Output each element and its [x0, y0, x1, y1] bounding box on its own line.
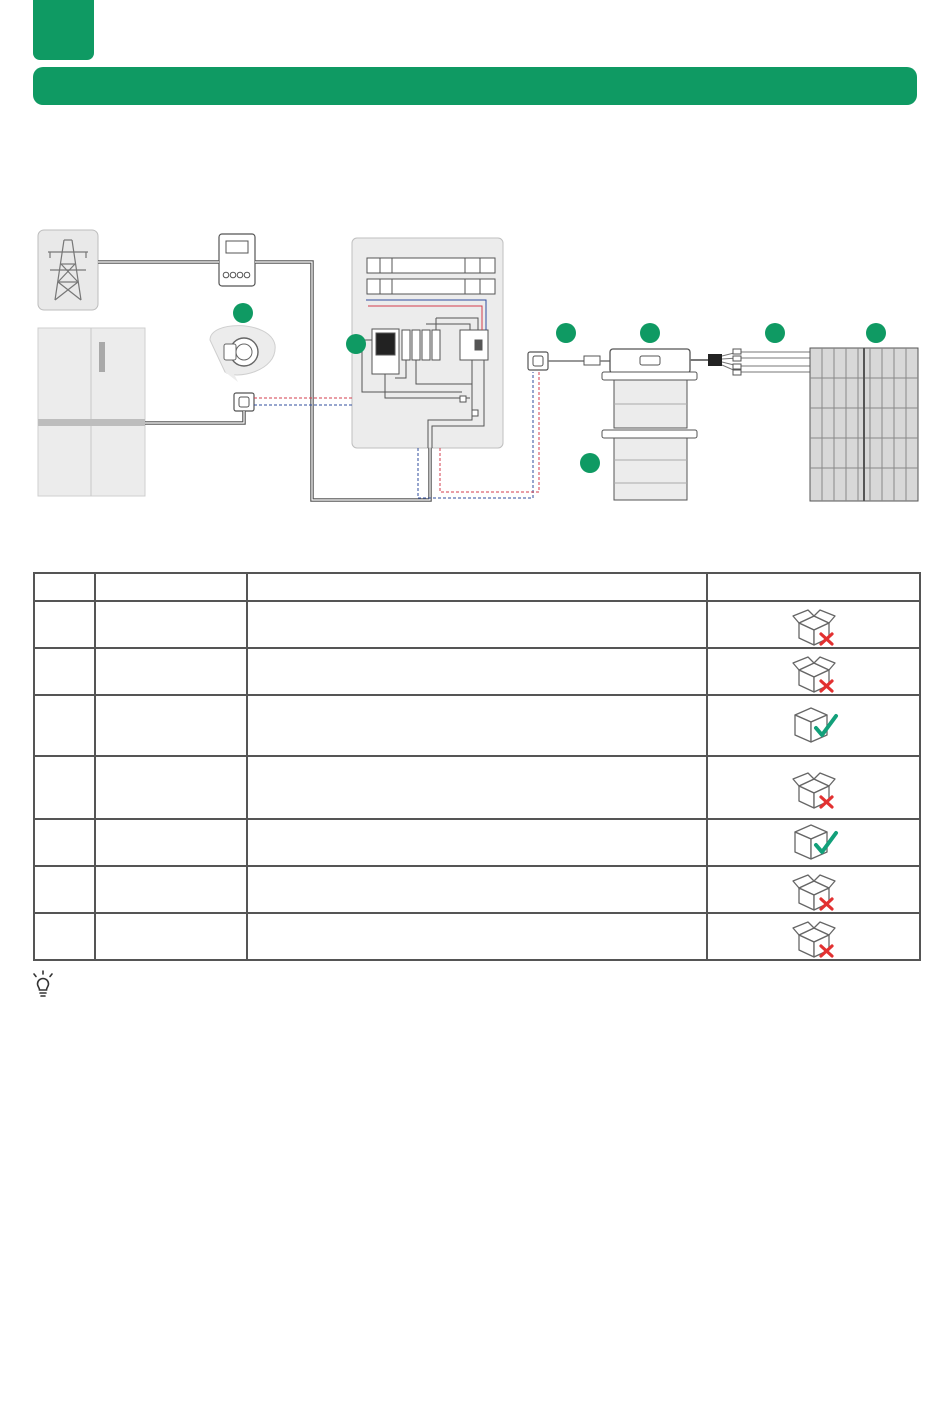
table-header-row: [34, 573, 920, 601]
status-cell: [707, 648, 920, 695]
mc4-cables-icon: [690, 349, 810, 375]
table-row: [34, 648, 920, 695]
table-row: [34, 913, 920, 960]
header-cell: [707, 573, 920, 601]
table-row: [34, 866, 920, 913]
callout-badge-socket: [556, 323, 576, 343]
section-tab: [33, 0, 94, 60]
box-cross-icon: [789, 916, 839, 958]
table-row: [34, 819, 920, 866]
status-cell: [707, 866, 920, 913]
table-row: [34, 601, 920, 648]
status-cell: [707, 695, 920, 756]
refrigerator-icon: [38, 328, 145, 496]
header-cell: [34, 573, 95, 601]
system-wiring-diagram: [0, 220, 950, 510]
callout-badge-inverter: [640, 323, 660, 343]
box-cross-icon: [789, 651, 839, 693]
electricity-meter-icon: [219, 234, 255, 286]
box-cross-icon: [789, 869, 839, 911]
components-table: [33, 572, 921, 961]
header-cell: [247, 573, 707, 601]
lightbulb-icon: [31, 970, 55, 998]
solar-panels-icon: [810, 348, 918, 501]
header-cell: [95, 573, 247, 601]
callout-badge-smart-plug: [233, 303, 253, 323]
status-cell: [707, 819, 920, 866]
box-check-icon: [789, 704, 839, 748]
status-cell: [707, 756, 920, 819]
box-cross-icon: [789, 604, 839, 646]
box-cross-icon: [789, 767, 839, 809]
callout-badge-solar-panels: [866, 323, 886, 343]
battery-side-socket-icon: [528, 352, 548, 370]
battery-system-icon: [602, 349, 697, 500]
utility-tower-icon: [38, 230, 98, 310]
status-cell: [707, 601, 920, 648]
table-row: [34, 695, 920, 756]
status-cell: [707, 913, 920, 960]
wall-socket-icon: [234, 393, 254, 411]
section-header-band: [33, 67, 917, 105]
callout-badge-smart-meter: [346, 334, 366, 354]
distribution-board-icon: [352, 238, 503, 448]
callout-badge-battery: [580, 453, 600, 473]
callout-badge-cables: [765, 323, 785, 343]
box-check-icon: [789, 821, 839, 865]
table-row: [34, 756, 920, 819]
smart-plug-icon: [210, 326, 275, 382]
